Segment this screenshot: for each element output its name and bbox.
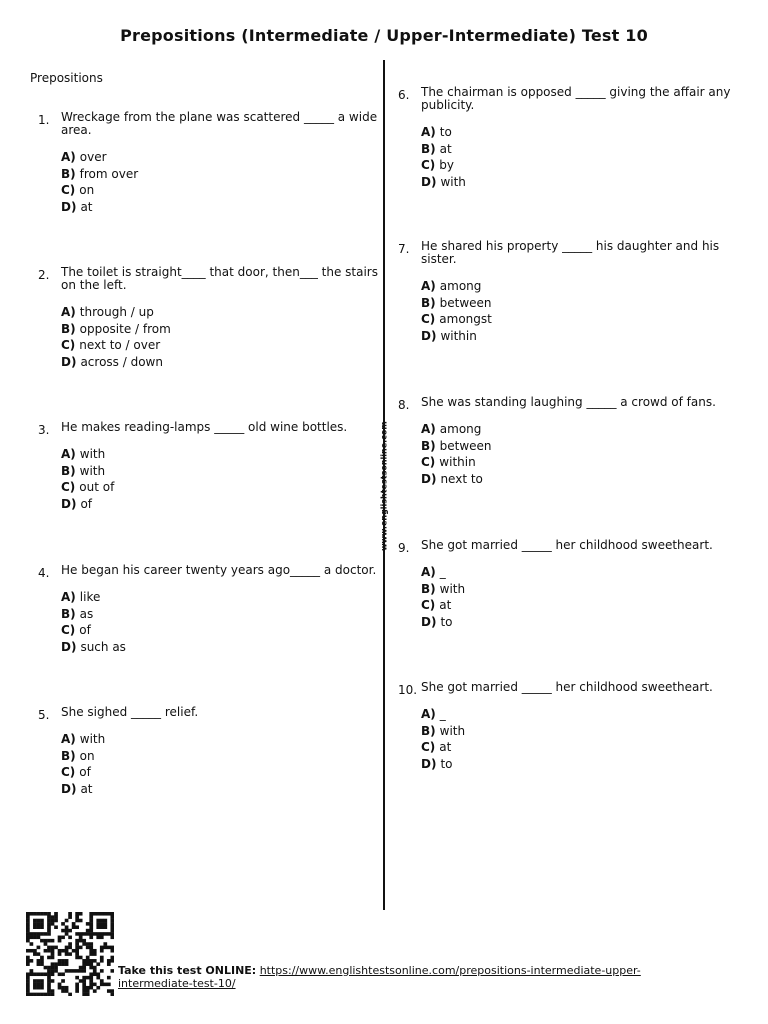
question-number: 5. <box>38 708 50 722</box>
option-b[interactable]: B) between <box>421 438 492 453</box>
question-1 <box>38 110 379 215</box>
question-text: She got married _____ her childhood sweetheart. <box>421 538 713 552</box>
option-c[interactable]: C) on <box>61 183 95 197</box>
question-10 <box>398 680 731 772</box>
option-d[interactable]: D) of <box>61 496 93 511</box>
option-d[interactable]: D) to <box>421 614 453 629</box>
option-d[interactable]: D) to <box>421 756 453 771</box>
option-a[interactable]: A) _ <box>421 707 446 721</box>
question-text: The toilet is straight____ that door, then___ the stairs on the left. <box>61 265 378 292</box>
option-d[interactable]: D) with <box>421 174 466 189</box>
question-text: He makes reading-lamps _____ old wine bottles. <box>61 420 348 434</box>
question-5 <box>38 705 379 797</box>
question-number: 6. <box>398 88 410 102</box>
option-b[interactable]: B) from over <box>61 166 139 181</box>
option-d[interactable]: D) at <box>61 199 93 214</box>
option-b[interactable]: B) between <box>421 295 492 310</box>
question-number: 1. <box>38 113 50 127</box>
option-a[interactable]: A) with <box>61 447 106 461</box>
option-a[interactable]: A) over <box>61 150 107 164</box>
footer <box>118 964 678 990</box>
option-d[interactable]: D) within <box>421 328 477 343</box>
option-a[interactable]: A) to <box>421 125 452 139</box>
option-c[interactable]: C) of <box>61 623 91 637</box>
page-title: Prepositions (Intermediate / Upper-Intermediate) Test 10 <box>120 26 648 45</box>
option-c[interactable]: C) next to / over <box>61 338 161 352</box>
option-c[interactable]: C) of <box>61 765 91 779</box>
option-b[interactable]: B) on <box>61 748 95 763</box>
question-text: He shared his property _____ his daughter and his sister. <box>421 239 720 266</box>
question-text: She got married _____ her childhood sweetheart. <box>421 680 713 694</box>
option-c[interactable]: C) within <box>421 455 476 469</box>
question-3 <box>38 420 379 512</box>
option-b[interactable]: B) at <box>421 141 452 156</box>
option-c[interactable]: C) at <box>421 598 452 612</box>
option-a[interactable]: A) among <box>421 279 482 293</box>
option-b[interactable]: B) opposite / from <box>61 321 171 336</box>
question-number: 3. <box>38 423 50 437</box>
option-c[interactable]: C) out of <box>61 480 115 494</box>
question-number: 8. <box>398 398 410 412</box>
question-8 <box>398 395 731 487</box>
qr-code-icon[interactable] <box>26 912 114 996</box>
question-number: 4. <box>38 566 50 580</box>
option-a[interactable]: A) among <box>421 422 482 436</box>
question-text: She sighed _____ relief. <box>61 705 199 719</box>
question-text: The chairman is opposed _____ giving the affair any publicity. <box>421 85 731 112</box>
question-text: He began his career twenty years ago_____ a doctor. <box>61 563 377 577</box>
option-a[interactable]: A) through / up <box>61 305 154 319</box>
option-d[interactable]: D) at <box>61 781 93 796</box>
question-number: 7. <box>398 242 410 256</box>
side-watermark-url: www.englishtestsonline.com <box>379 421 389 551</box>
question-4 <box>38 563 379 655</box>
option-b[interactable]: B) with <box>421 723 466 738</box>
question-9 <box>398 538 731 630</box>
footer-lead: Take this test ONLINE: <box>118 964 257 977</box>
question-text: She was standing laughing _____ a crowd of fans. <box>421 395 716 409</box>
question-6 <box>398 85 731 190</box>
option-d[interactable]: D) next to <box>421 471 483 486</box>
option-a[interactable]: A) like <box>61 590 101 604</box>
section-label: Prepositions <box>30 71 103 85</box>
option-b[interactable]: B) with <box>421 581 466 596</box>
option-b[interactable]: B) as <box>61 606 94 621</box>
option-a[interactable]: A) with <box>61 732 106 746</box>
option-d[interactable]: D) such as <box>61 639 126 654</box>
option-b[interactable]: B) with <box>61 463 106 478</box>
question-text: Wreckage from the plane was scattered _____ a wide area. <box>61 110 378 137</box>
option-c[interactable]: C) at <box>421 740 452 754</box>
option-c[interactable]: C) amongst <box>421 312 492 326</box>
question-number: 2. <box>38 268 50 282</box>
question-7 <box>398 239 731 344</box>
question-number: 10. <box>398 683 418 697</box>
test-online-link[interactable]: https://www.englishtestsonline.com/prepositions-intermediate-upper-intermediate-test-10/ <box>118 964 641 990</box>
option-d[interactable]: D) across / down <box>61 354 163 369</box>
question-number: 9. <box>398 541 410 555</box>
option-a[interactable]: A) _ <box>421 565 446 579</box>
question-2 <box>38 265 379 370</box>
option-c[interactable]: C) by <box>421 158 455 172</box>
